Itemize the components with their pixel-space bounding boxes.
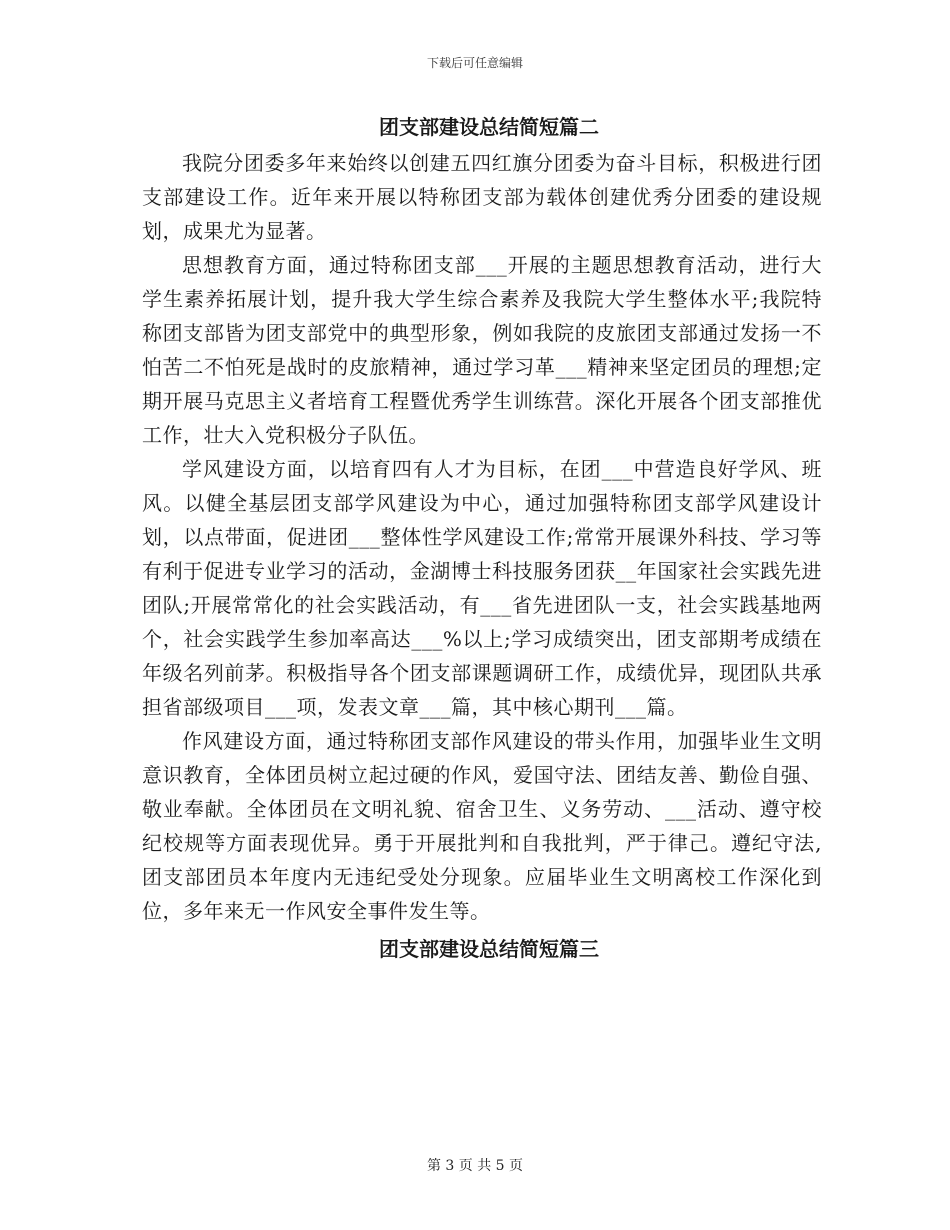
document-body: [142, 112, 822, 968]
paragraph-work-style: 作风建设方面，通过特称团支部作风建设的带头作用，加强毕业生文明意识教育，全体团员树立起过硬的作风，爱国守法、团结友善、勤俭自强、敬业奉献。全体团员在文明礼貌、宿舍卫生、义务劳动、___活动、遵守校纪校规等方面表现优异。勇于开展批判和自我批判，严于律己。遵纪守法,团支部团员本年度内无违纪受处分现象。应届毕业生文明离校工作深化到位，多年来无一作风安全事件发生等。: [142, 729, 822, 923]
page-number: 第 3 页 共 5 页: [426, 1158, 524, 1174]
section-heading-part-two: 团支部建设总结简短篇二: [379, 115, 599, 139]
section-heading-part-three: 团支部建设总结简短篇三: [379, 937, 599, 961]
header-note: 下载后可任意编辑: [426, 56, 523, 70]
paragraph-intro: 我院分团委多年来始终以创建五四红旗分团委为奋斗目标，积极进行团支部建设工作。近年来开展以特称团支部为载体创建优秀分团委的建设规划，成果尤为显著。: [142, 151, 822, 243]
paragraph-ideological-education: 思想教育方面，通过特称团支部___开展的主题思想教育活动，进行大学生素养拓展计划，提升我大学生综合素养及我院大学生整体水平;我院特称团支部皆为团支部党中的典型形象，例如我院的皮旅团支部通过发扬一不怕苦二不怕死是战时的皮旅精神，通过学习革___精神来坚定团员的理想;定期开展马克思主义者培育工程暨优秀学生训练营。深化开展各个团支部推优工作，壮大入党积极分子队伍。: [142, 253, 822, 447]
paragraph-study-style: 学风建设方面，以培育四有人才为目标，在团___中营造良好学风、班风。以健全基层团支部学风建设为中心，通过加强特称团支部学风建设计划，以点带面，促进团___整体性学风建设工作;常常开展课外科技、学习等有利于促进专业学习的活动，金湖博士科技服务团获__年国家社会实践先进团队;开展常常化的社会实践活动，有___省先进团队一支，社会实践基地两个，社会实践学生参加率高达___%以上;学习成绩突出，团支部期考成绩在年级名列前茅。积极指导各个团支部课题调研工作，成绩优异，现团队共承担省部级项目___项，发表文章___篇，其中核心期刊___篇。: [142, 457, 822, 719]
